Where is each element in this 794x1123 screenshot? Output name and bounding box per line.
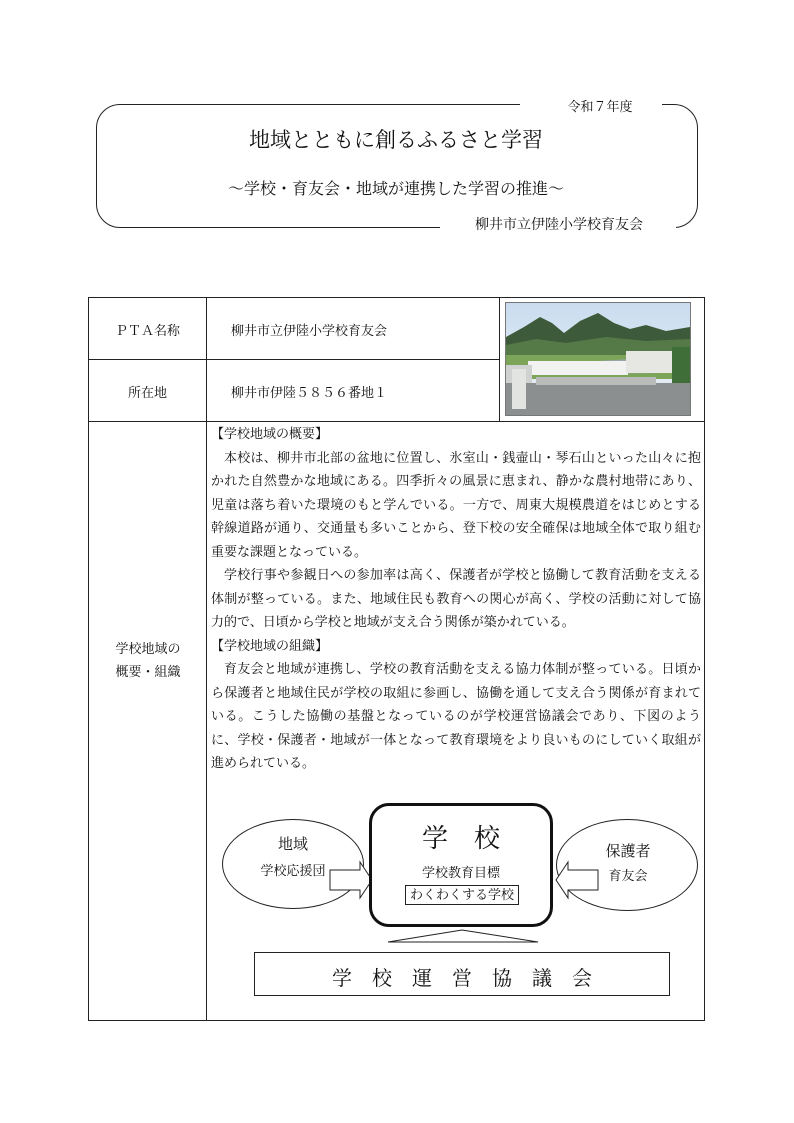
section-label-line1: 学校地域の (115, 642, 181, 657)
parents-title: 保護者 (605, 842, 651, 860)
arrow-left-icon (556, 862, 598, 898)
location-value: 柳井市伊陸５８５６番地１ (231, 386, 388, 401)
heading-overview: 【学校地域の概要】 (211, 427, 329, 442)
council-label: 学 校 運 営 協 議 会 (332, 966, 592, 990)
region-sub: 学校応援団 (260, 864, 326, 879)
parents-sub: 育友会 (608, 869, 648, 884)
paragraph-organization: 育友会と地域が連携し、学校の教育活動を支える協力体制が整っている。日頃から保護者と地域住民が学校の取組に参画し、協働を通して支え合う関係が育まれている。こうした協働の基盤となっているのが学校運営協議会であり、下図のように、学校・保護者・地域が一体となって教育環境をより良いものにしていく取組が進められている。 (211, 662, 701, 771)
school-goal-label: 学校教育目標 (421, 866, 500, 881)
page-title: 地域とともに創るふるさと学習 (249, 128, 543, 152)
arrow-up-icon (388, 930, 538, 942)
table-divider (89, 421, 704, 422)
arrow-right-icon (330, 862, 372, 898)
region-title: 地域 (277, 835, 308, 853)
table-divider (89, 359, 499, 360)
paragraph-overview-1: 本校は、柳井市北部の盆地に位置し、氷室山・銭壷山・琴石山といった山々に抱かれた自然豊かな地域にある。四季折々の風景に恵まれ、静かな農村地帯にあり、児童は落ち着いた環境のもと学んでいる。一方で、周東大規模農道をはじめとする幹線道路が通り、交通量も多いことから、登下校の安全確保は地域全体で取り組む重要な課題となっている。 (211, 450, 701, 560)
pta-name-label: ＰＴＡ名称 (114, 324, 180, 339)
fiscal-year: 令和７年度 (567, 100, 633, 115)
overview-text (211, 423, 701, 776)
header-frame (96, 104, 698, 228)
paragraph-overview-2: 学校行事や参観日への参加率は高く、保護者が学校と協働して教育活動を支える体制が整っている。また、地域住民も教育への関心が高く、学校の活動に対して協力的で、日頃から学校と地域が支え合う関係が築かれている。 (211, 568, 701, 630)
pta-name-value: 柳井市立伊陸小学校育友会 (231, 324, 388, 339)
school-goal: わくわくする学校 (405, 885, 519, 905)
section-label-line2: 概要・組織 (115, 665, 181, 680)
school-photo (505, 302, 691, 416)
page-subtitle: ～学校・育友会・地域が連携した学習の推進～ (227, 179, 564, 198)
section-label (90, 638, 206, 684)
table-divider (499, 298, 500, 421)
school-photo-image (506, 303, 690, 415)
organization-name: 柳井市立伊陸小学校育友会 (475, 217, 643, 233)
school-title: 学 校 (421, 824, 500, 854)
heading-organization: 【学校地域の組織】 (211, 638, 329, 654)
location-label: 所在地 (127, 386, 167, 401)
